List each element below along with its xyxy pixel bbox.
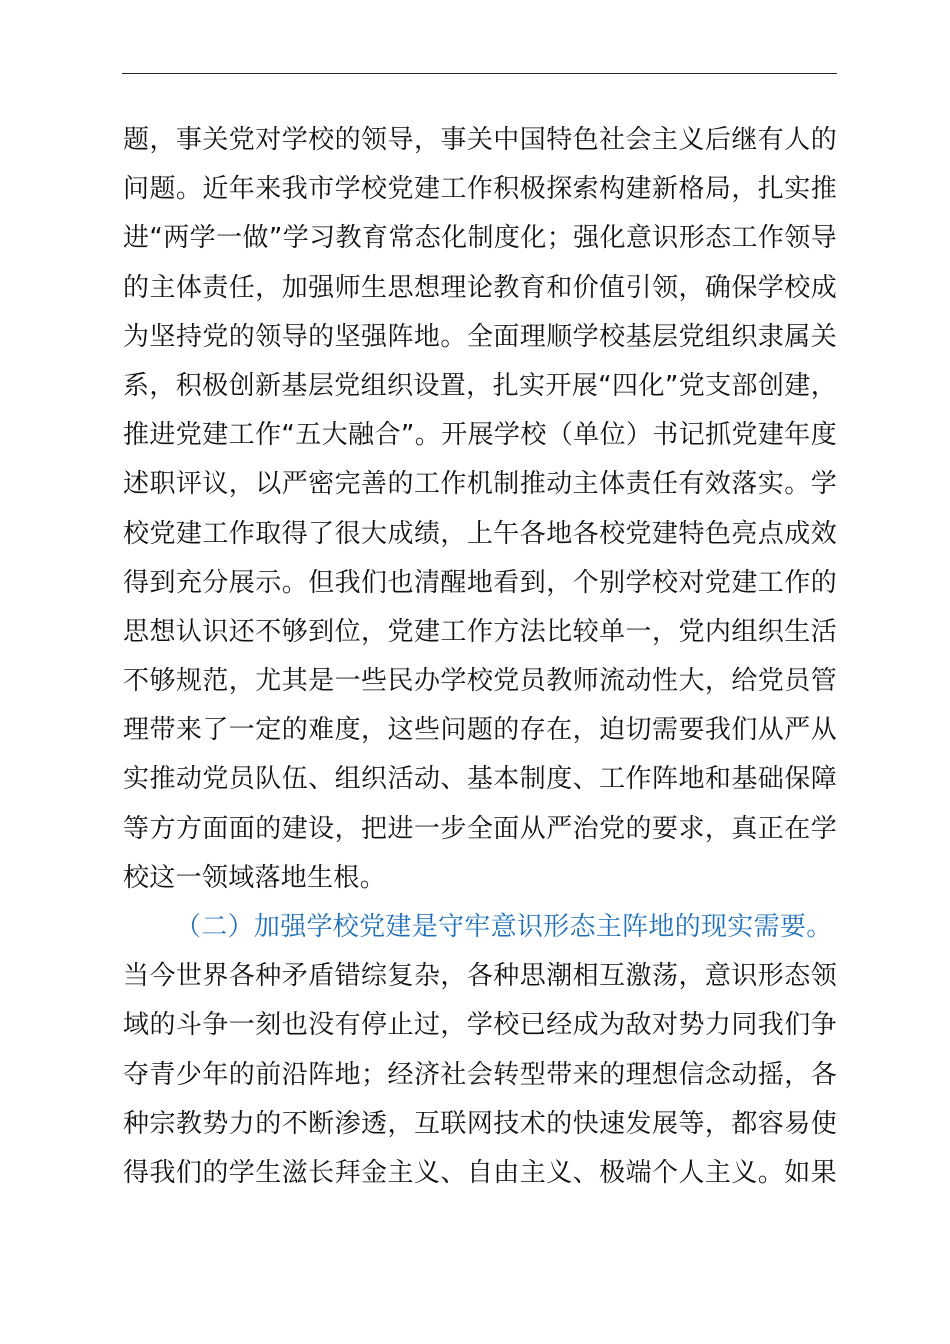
text-line: 思想认识还不够到位，党建工作方法比较单一，党内组织生活 (123, 616, 837, 647)
text-line: 种宗教势力的不断渗透，互联网技术的快速发展等，都容易使 (123, 1108, 837, 1139)
paragraph-2 (123, 952, 837, 1198)
text-line: 问题。近年来我市学校党建工作积极探索构建新格局，扎实推 (123, 174, 837, 205)
text-line: 当今世界各种矛盾错综复杂，各种思潮相互激荡，意识形态领 (123, 961, 837, 992)
text-line: 校党建工作取得了很大成绩，上午各地各校党建特色亮点成效 (123, 518, 837, 549)
text-line: 系，积极创新基层党组织设置，扎实开展“四化”党支部创建， (123, 370, 837, 401)
header-rule (122, 73, 837, 74)
text-line: 夺青少年的前沿阵地；经济社会转型带来的理想信念动摇，各 (123, 1059, 837, 1090)
text-line: 推进党建工作“五大融合”。开展学校（单位）书记抓党建年度 (123, 420, 837, 451)
text-line: 述职评议，以严密完善的工作机制推动主体责任有效落实。学 (123, 469, 837, 500)
text-line: 校这一领域落地生根。 (123, 862, 387, 893)
text-line: 不够规范，尤其是一些民办学校党员教师流动性大，给党员管 (123, 666, 837, 697)
section-heading: （二）加强学校党建是守牢意识形态主阵地的现实需要。 (175, 912, 833, 942)
text-line: 域的斗争一刻也没有停止过，学校已经成为敌对势力同我们争 (123, 1010, 837, 1041)
text-line: 等方方面面的建设，把进一步全面从严治党的要求，真正在学 (123, 813, 837, 844)
text-line: 题，事关党对学校的领导，事关中国特色社会主义后继有人的 (123, 125, 837, 155)
text-line: 得我们的学生滋长拜金主义、自由主义、极端个人主义。如果 (123, 1157, 837, 1188)
text-line: 得到充分展示。但我们也清醒地看到，个别学校对党建工作的 (123, 567, 837, 598)
text-line: 实推动党员队伍、组织活动、基本制度、工作阵地和基础保障 (123, 764, 837, 795)
text-line: 进“两学一做”学习教育常态化制度化；强化意识形态工作领导 (123, 223, 837, 254)
paragraph-1 (123, 116, 837, 903)
text-line: 的主体责任，加强师生思想理论教育和价值引领，确保学校成 (123, 272, 837, 303)
text-line: 为坚持党的领导的坚强阵地。全面理顺学校基层党组织隶属关 (123, 321, 837, 352)
body-text (123, 116, 837, 1198)
text-line: 理带来了一定的难度，这些问题的存在，迫切需要我们从严从 (123, 715, 837, 746)
